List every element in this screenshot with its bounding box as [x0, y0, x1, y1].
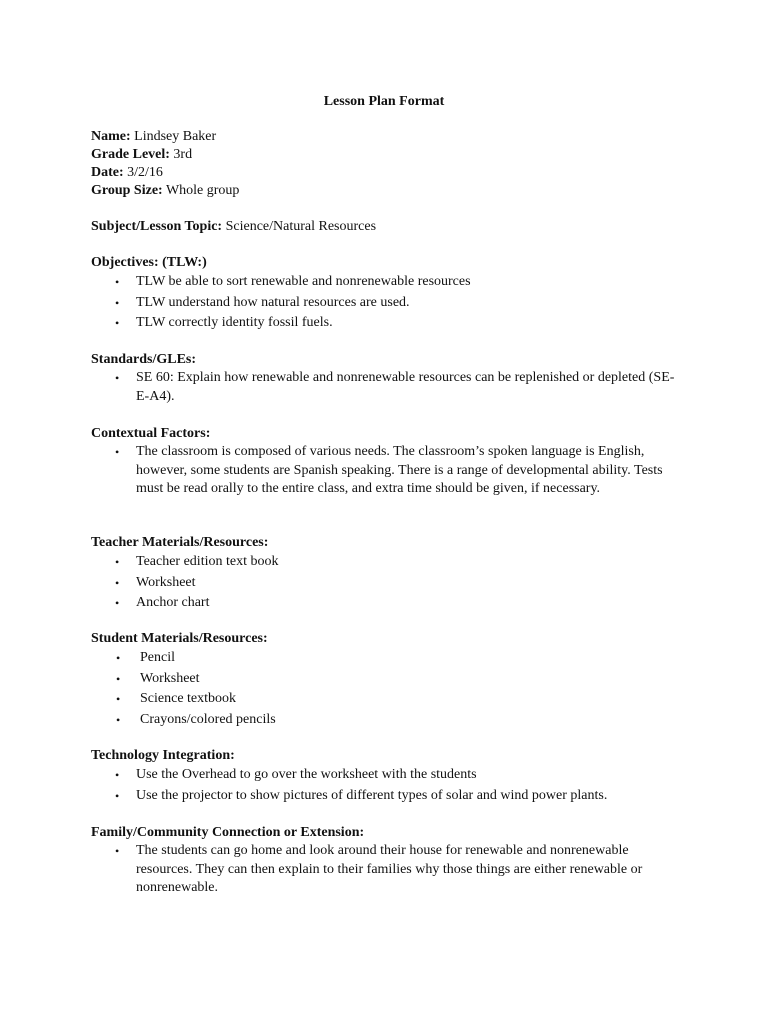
- grade-line: [91, 146, 691, 164]
- subject-line: [91, 218, 691, 236]
- bullet-icon: •: [115, 596, 120, 610]
- section-heading: Technology Integration:: [91, 748, 235, 763]
- bullet-icon: •: [115, 445, 120, 459]
- name-label: Name:: [91, 129, 131, 144]
- list-item: • Crayons/colored pencils: [91, 710, 691, 731]
- bullet-icon: •: [115, 844, 120, 858]
- header-info: [91, 128, 691, 200]
- date-line: [91, 164, 691, 182]
- bullet-icon: •: [116, 671, 121, 686]
- bullet-icon: •: [115, 768, 120, 782]
- list-item: • Use the Overhead to go over the worksheet with the students: [91, 765, 691, 786]
- bullet-icon: •: [115, 371, 120, 385]
- bullet-icon: •: [115, 275, 120, 289]
- bullet-icon: •: [115, 316, 120, 330]
- group-size-value: Whole group: [165, 183, 240, 198]
- list-item: • TLW be able to sort renewable and nonrenewable resources: [91, 272, 691, 293]
- section-family-community: [91, 823, 691, 898]
- name-value: Lindsey Baker: [134, 129, 217, 144]
- list-item: • The students can go home and look around their house for renewable and nonrenewable resources. They can then explain to their families why those things are either renewable or nonrenewable.: [115, 843, 643, 895]
- bullet-icon: •: [116, 651, 121, 665]
- section-heading: Contextual Factors:: [91, 426, 211, 441]
- list-item: • TLW understand how natural resources are used.: [91, 293, 691, 314]
- section-student-materials: [91, 629, 691, 730]
- section-objectives: [91, 253, 691, 334]
- date-value: 3/2/16: [127, 165, 163, 180]
- bullet-icon: •: [116, 712, 121, 727]
- section-heading: Standards/GLEs:: [91, 352, 197, 367]
- section-standards: [91, 350, 691, 406]
- section-technology-integration: [91, 746, 691, 806]
- date-label: Date:: [91, 165, 124, 180]
- section-heading: Objectives: (TLW:): [91, 255, 207, 270]
- grade-label: Grade Level:: [91, 147, 170, 162]
- list-item: • TLW correctly identity fossil fuels.: [91, 313, 691, 334]
- section-contextual-factors: [91, 424, 691, 499]
- grade-value: 3rd: [173, 147, 193, 162]
- list-item: • Anchor chart: [91, 593, 691, 614]
- bullet-icon: •: [115, 788, 120, 803]
- section-heading: Student Materials/Resources:: [91, 631, 268, 646]
- list-item: • SE 60: Explain how renewable and nonrenewable resources can be replenished or depleted (SE-E-A4).: [115, 370, 675, 404]
- section-heading: Family/Community Connection or Extension:: [91, 825, 365, 840]
- name-line: [91, 128, 691, 146]
- subject-value: Science/Natural Resources: [225, 219, 377, 234]
- subject-label: Subject/Lesson Topic:: [91, 219, 223, 234]
- section-heading: Teacher Materials/Resources:: [91, 535, 269, 550]
- list-item: • Worksheet: [91, 669, 691, 690]
- group-size-label: Group Size:: [91, 183, 163, 198]
- page-title: Lesson Plan Format: [323, 94, 445, 109]
- list-item: • Worksheet: [91, 573, 691, 594]
- list-item: • Teacher edition text book: [91, 552, 691, 573]
- list-item: • Pencil: [91, 648, 691, 669]
- bullet-icon: •: [115, 295, 120, 310]
- list-item: • Science textbook: [91, 689, 691, 710]
- list-item: • The classroom is composed of various needs. The classroom’s spoken language is English, however, some students are Spanish speaking. There is a range of developmental ability. Tests must be read orally to the entire class, and extra time should be given, if necessary.: [115, 444, 663, 496]
- bullet-icon: •: [116, 692, 121, 706]
- bullet-icon: •: [115, 555, 120, 569]
- section-teacher-materials: [91, 533, 691, 614]
- bullet-icon: •: [115, 575, 120, 590]
- list-item: • Use the projector to show pictures of different types of solar and wind power plants.: [91, 786, 691, 807]
- group-size-line: [91, 182, 691, 200]
